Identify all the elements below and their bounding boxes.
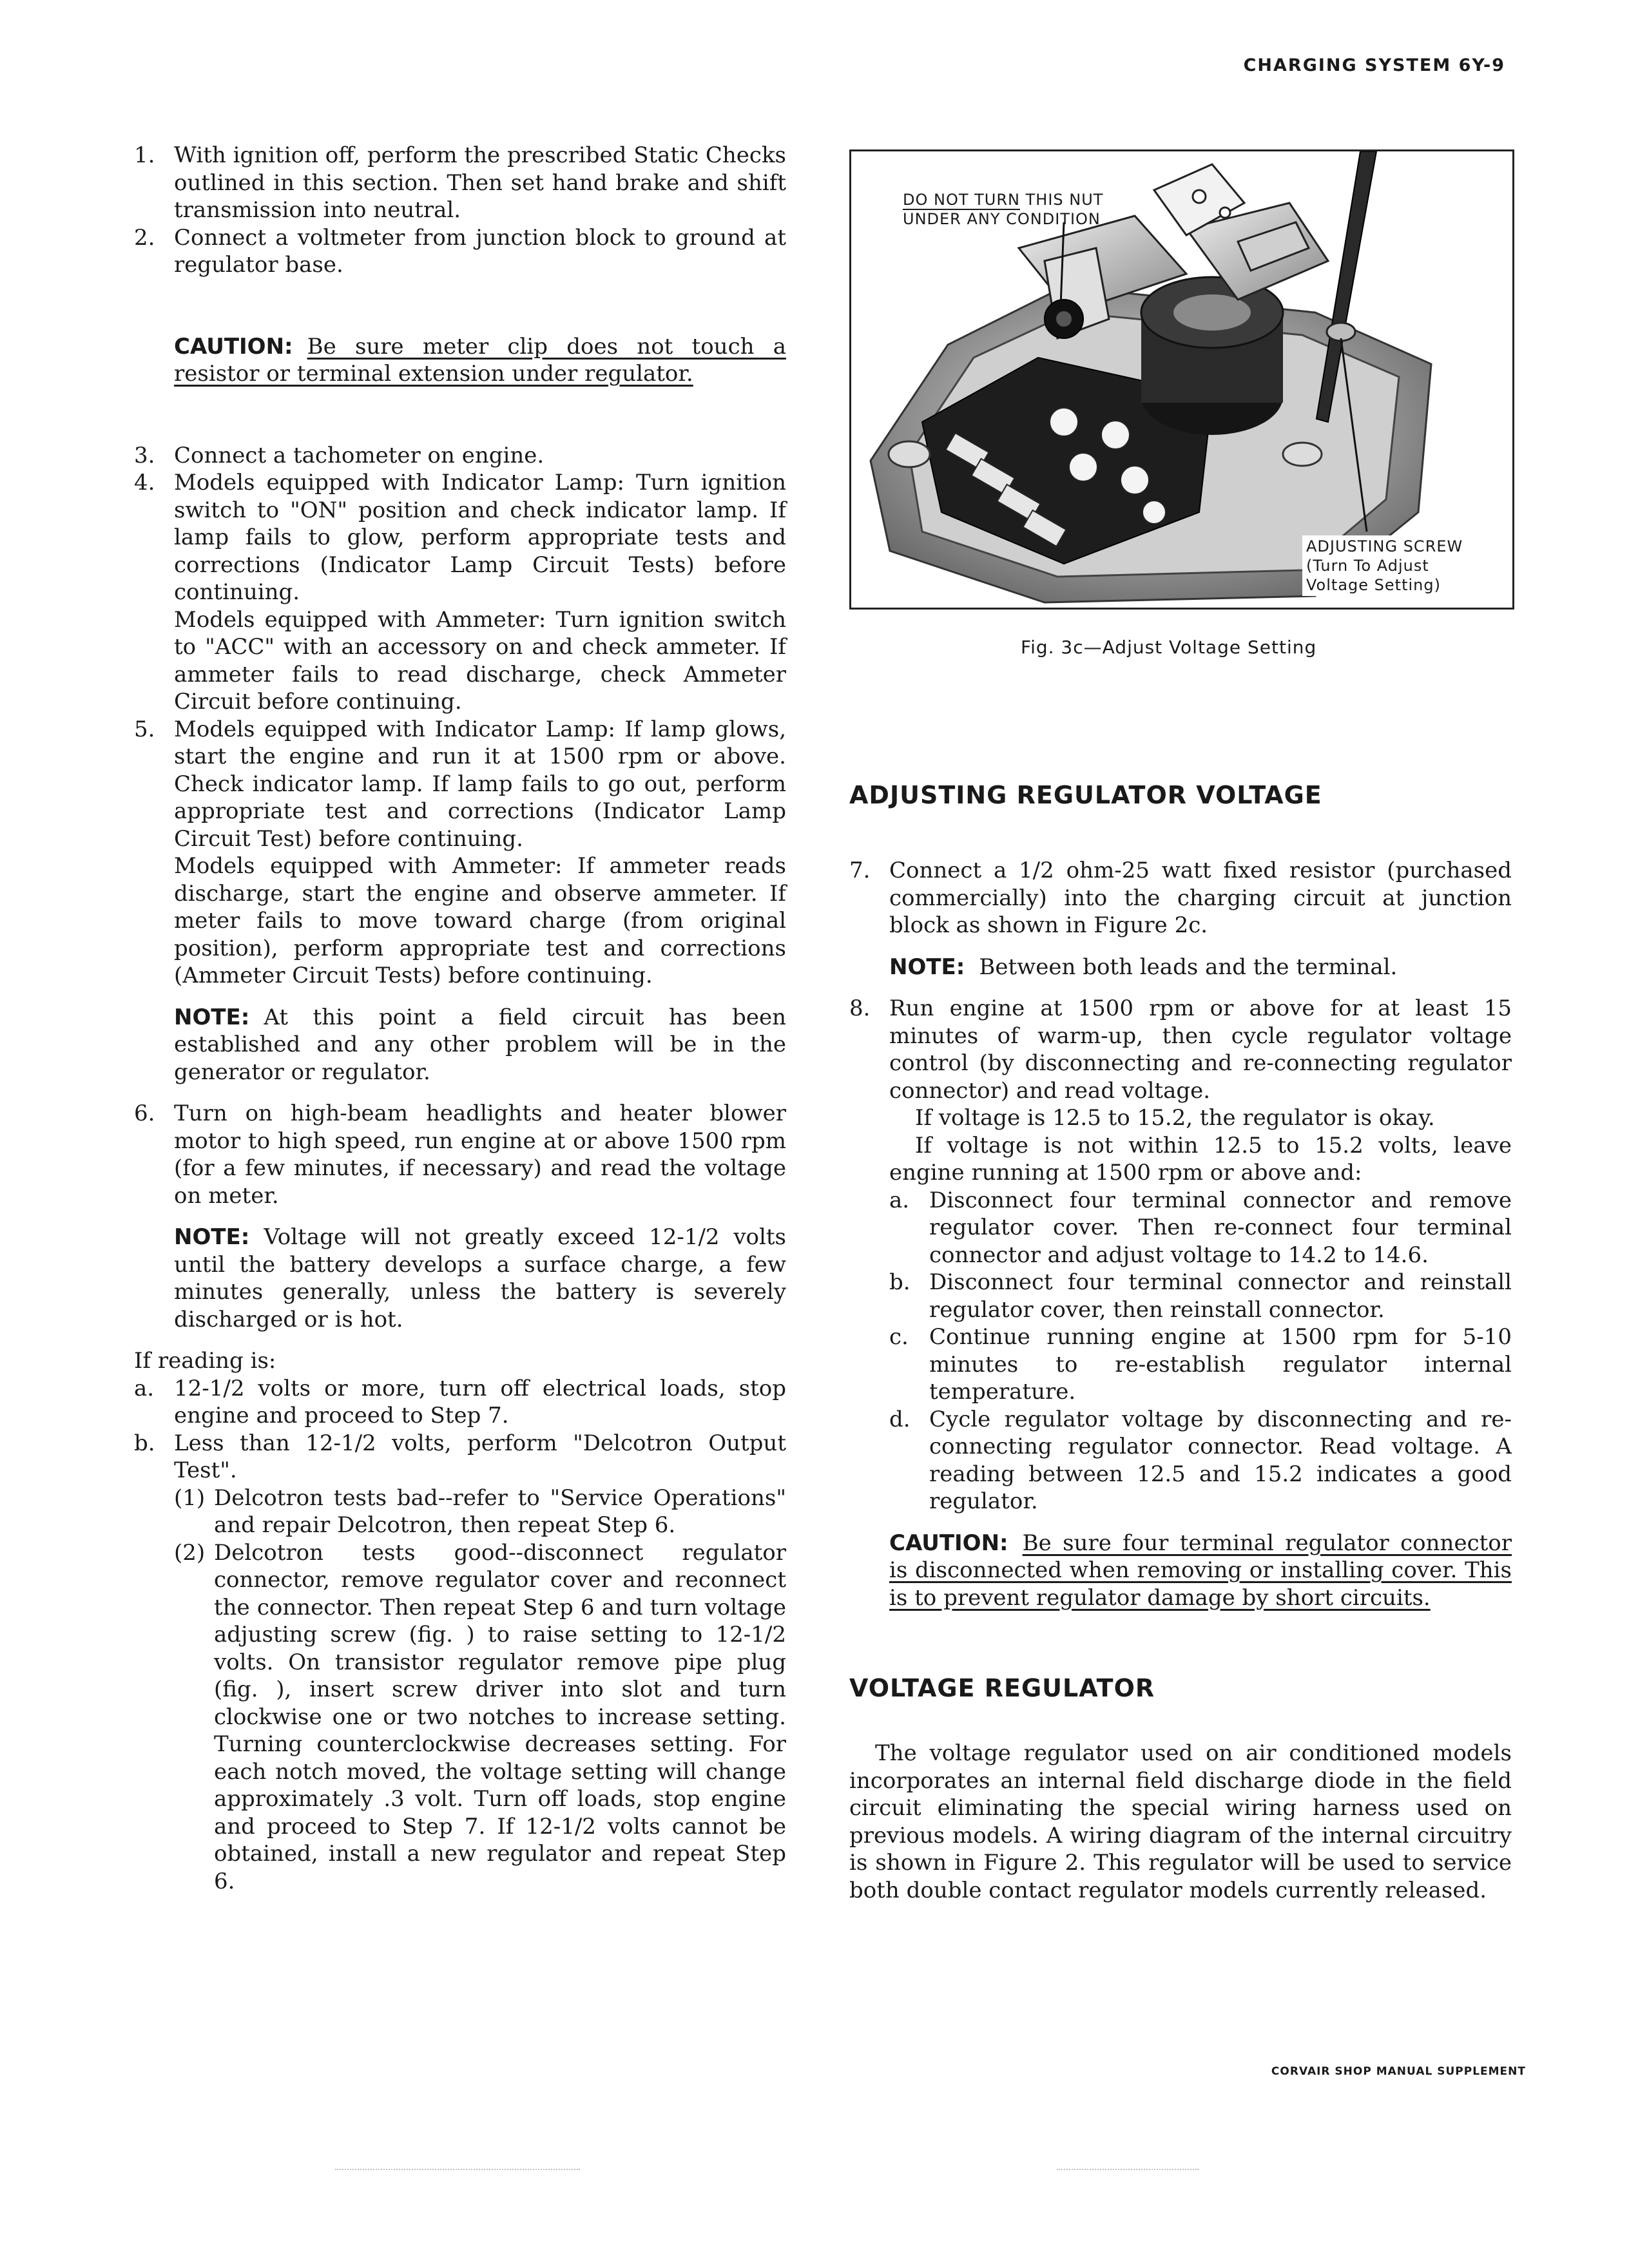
item-letter: a. (134, 1375, 155, 1401)
reading-a (134, 1375, 786, 1430)
step-8 (849, 995, 1512, 1187)
step-text: Connect a tachometer on engine. (174, 442, 545, 468)
step-6 (134, 1100, 786, 1209)
caution-box (134, 333, 786, 388)
reading-intro: If reading is: (134, 1348, 276, 1374)
page-header: CHARGING SYSTEM 6Y-9 (1243, 55, 1505, 75)
step-number: 2. (134, 224, 155, 251)
step-4 (134, 469, 786, 716)
item-letter: c. (889, 1324, 909, 1350)
note (134, 1004, 786, 1086)
reading-b-1 (134, 1485, 786, 1539)
step-number: 4. (134, 470, 155, 495)
regulator-figure (849, 149, 1514, 610)
substep-d (849, 1406, 1512, 1515)
item-text: Disconnect four terminal connector and reinstall regulator cover, then reinstall connector. (929, 1269, 1512, 1323)
caution-text: Be sure meter clip does not touch a resistor or terminal extension under regulator. (174, 333, 786, 387)
screw-label-title: ADJUSTING SCREW (1306, 537, 1463, 555)
screw-label-line-3: Voltage Setting) (1306, 576, 1441, 594)
item-number: (2) (174, 1539, 206, 1566)
reading-b-2 (134, 1539, 786, 1896)
nut-warning-text: THIS NUT (1025, 191, 1104, 209)
step-number: 1. (134, 142, 155, 168)
item-text: Delcotron tests bad--refer to "Service Operations" and repair Delcotron, then repeat Step 6. (214, 1485, 786, 1538)
note-label: NOTE: (174, 1004, 250, 1030)
substep-c (849, 1323, 1512, 1406)
step-text: With ignition off, perform the prescribed Static Checks outlined in this section. Then set hand brake and shift transmission into neutral. (174, 142, 786, 223)
left-column (134, 142, 786, 1895)
step-number: 6. (134, 1100, 155, 1126)
step-number: 8. (849, 995, 871, 1021)
step-3 (134, 442, 786, 470)
step-text: Models equipped with Ammeter: If ammeter reads discharge, start the engine and observe ammeter. If meter fails to move toward charge (from original position), perform appropriate test and corrections (Ammeter Circuit Tests) before continuing. (174, 853, 786, 988)
scan-artifact (335, 2169, 580, 2171)
nut-warning-label (903, 190, 1103, 229)
step-text: Models equipped with Ammeter: Turn ignition switch to "ACC" with an accessory on and check ammeter. If ammeter fails to read discharge, check Ammeter Circuit before continuing. (174, 606, 786, 715)
caution-label: CAUTION: (889, 1530, 1008, 1556)
item-text: Disconnect four terminal connector and remove regulator cover. Then re-connect four terminal connector and adjust voltage to 14.2 to 14.6. (929, 1187, 1512, 1268)
step-5 (134, 716, 786, 990)
item-text: Less than 12-1/2 volts, perform "Delcotron Output Test". (174, 1430, 786, 1483)
caution-text: Be sure four terminal regulator connector is disconnected when removing or installing cover. This is to prevent regulator damage by short circuits. (889, 1530, 1512, 1611)
item-letter: a. (889, 1187, 910, 1213)
substep-a (849, 1187, 1512, 1269)
step-text: Models equipped with Indicator Lamp: Turn ignition switch to "ON" position and check indicator lamp. If lamp fails to glow, perform appropriate tests and corrections (Indicator Lamp Circuit Tests) before continuing. (174, 470, 786, 605)
item-text: Continue running engine at 1500 rpm for 5-10 minutes to re-establish regulator internal temperature. (929, 1324, 1512, 1405)
caution-box (849, 1530, 1512, 1612)
caution-label: CAUTION: (174, 333, 293, 360)
note-text: Voltage will not greatly exceed 12-1/2 volts until the battery develops a surface charge, a few minutes generally, unless the battery is severely discharged or is hot. (174, 1224, 786, 1332)
note-text: At this point a field circuit has been established and any other problem will be in the generator or regulator. (174, 1004, 786, 1085)
step-text: Models equipped with Indicator Lamp: If lamp glows, start the engine and run it at 1500 rpm or above. Check indicator lamp. If lamp fails to go out, perform appropriate test and corrections (Indicator Lamp Circuit Test) before continuing. (174, 716, 786, 852)
section-heading-adjusting: ADJUSTING REGULATOR VOLTAGE (849, 781, 1322, 809)
step-text: Run engine at 1500 rpm or above for at least 15 minutes of warm-up, then cycle regulator voltage control (by disconnecting and re-connecting regulator connector) and read voltage. (889, 995, 1512, 1104)
note (134, 1224, 786, 1333)
item-text: 12-1/2 volts or more, turn off electrical loads, stop engine and proceed to Step 7. (174, 1375, 786, 1428)
step-text: Connect a 1/2 ohm-25 watt fixed resistor (purchased commercially) into the charging circuit at junction block as shown in Figure 2c. (889, 858, 1512, 938)
section-heading-voltage-regulator: VOLTAGE REGULATOR (849, 1674, 1155, 1702)
note (849, 954, 1512, 981)
figure-caption: Fig. 3c—Adjust Voltage Setting (1021, 637, 1317, 658)
scan-artifact (1057, 2169, 1199, 2171)
note-label: NOTE: (889, 954, 965, 980)
page-footer: CORVAIR SHOP MANUAL SUPPLEMENT (1271, 2065, 1526, 2078)
step-text: If voltage is not within 12.5 to 15.2 volts, leave engine running at 1500 rpm or above and: (889, 1132, 1512, 1186)
item-number: (1) (174, 1485, 206, 1511)
note-label: NOTE: (174, 1224, 250, 1250)
note-text: Between both leads and the terminal. (979, 954, 1398, 980)
step-number: 3. (134, 442, 155, 468)
step-text: Connect a voltmeter from junction block to ground at regulator base. (174, 224, 786, 278)
step-2 (134, 224, 786, 279)
step-number: 5. (134, 716, 155, 742)
adjusting-screw-label (1302, 535, 1467, 596)
reading-b (134, 1430, 786, 1485)
item-text: Cycle regulator voltage by disconnecting and re-connecting regulator connector. Read voltage. A reading between 12.5 and 15.2 indicates a good regulator. (929, 1406, 1512, 1514)
step-text: If voltage is 12.5 to 15.2, the regulator is okay. (915, 1105, 1435, 1131)
voltage-regulator-paragraph: The voltage regulator used on air conditioned models incorporates an internal field discharge diode in the field circuit eliminating the special wiring harness used on previous models. A wiring diagram of the internal circuitry is shown in Figure 2. This regulator will be used to service both double contact regulator models currently released. (849, 1740, 1512, 1903)
item-letter: d. (889, 1406, 911, 1432)
item-text: Delcotron tests good--disconnect regulator connector, remove regulator cover and reconnect the connector. Then repeat Step 6 and turn voltage adjusting screw (fig. ) to raise setting to 12-1/2 volts. On transistor regulator remove pipe plug (fig. ), insert screw driver into slot and turn clockwise one or two notches to increase setting. Turning counterclockwise decreases setting. For each notch moved, the voltage setting will change approximately .3 volt. Turn off loads, stop engine and proceed to Step 7. If 12-1/2 volts cannot be obtained, install a new regulator and repeat Step 6. (214, 1539, 786, 1894)
item-letter: b. (134, 1430, 155, 1456)
right-column (849, 857, 1512, 1611)
nut-warning-emphasis: DO NOT TURN (903, 191, 1020, 209)
screw-label-line-2: (Turn To Adjust (1306, 557, 1429, 575)
nut-warning-text-2: UNDER ANY CONDITION (903, 210, 1101, 228)
step-7 (849, 857, 1512, 939)
substep-b (849, 1269, 1512, 1323)
step-1 (134, 142, 786, 224)
step-number: 7. (849, 858, 871, 883)
step-text: Turn on high-beam headlights and heater blower motor to high speed, run engine at or above 1500 rpm (for a few minutes, if necessary) and read the voltage on meter. (174, 1100, 786, 1209)
item-letter: b. (889, 1269, 911, 1295)
